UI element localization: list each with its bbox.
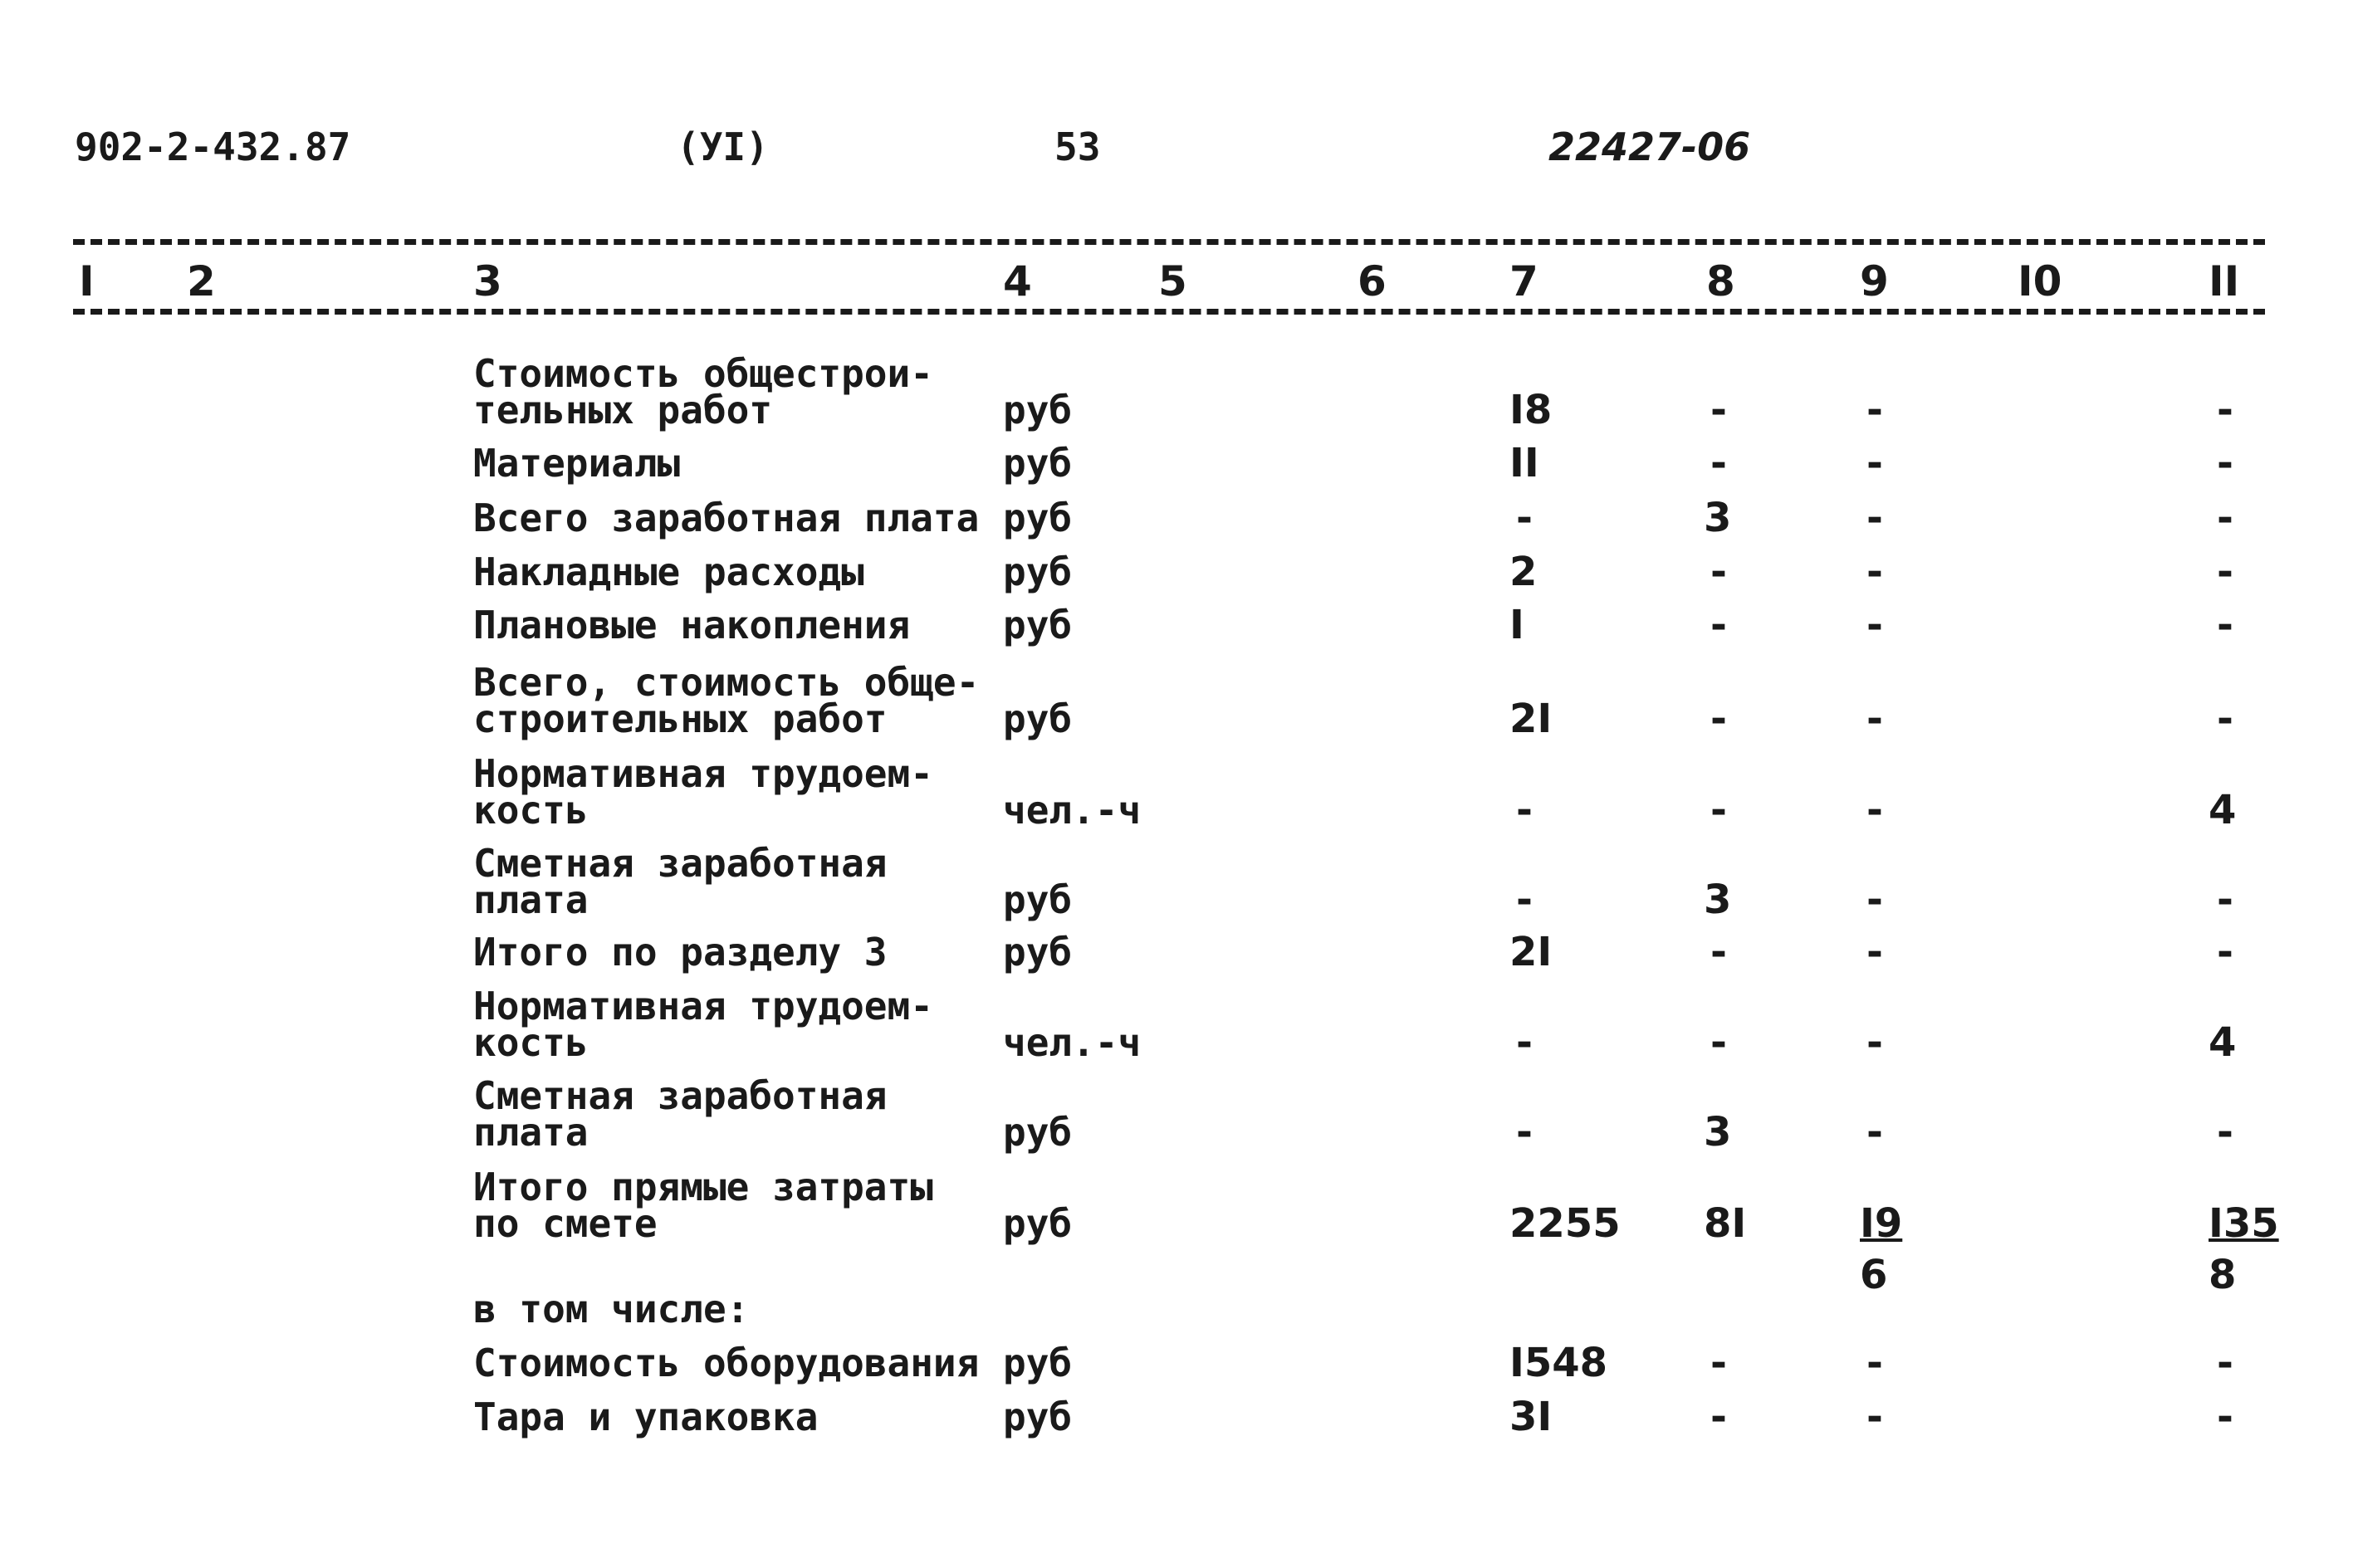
column-number-10: I0 — [2018, 257, 2062, 305]
cell-col9: - — [1866, 1019, 1883, 1066]
column-number-11: II — [2209, 257, 2240, 305]
row-unit: руб — [1003, 496, 1073, 540]
row-unit: руб — [1003, 603, 1073, 647]
row-name: Сметная заработная плата — [473, 1073, 888, 1155]
column-number-8: 8 — [1706, 257, 1735, 305]
cell-col9: - — [1866, 602, 1883, 648]
cell-col9: - — [1866, 387, 1883, 433]
cell-col11: - — [2217, 1340, 2233, 1386]
row-unit: руб — [1003, 930, 1073, 975]
cell-col8: - — [1710, 1394, 1727, 1440]
cell-col11: - — [2217, 929, 2233, 975]
column-number-6: 6 — [1358, 257, 1387, 305]
cell-col7: 3I — [1509, 1394, 1553, 1440]
row-unit: руб — [1003, 441, 1073, 486]
row-name: Нормативная трудоем- кость — [473, 984, 933, 1065]
column-number-4: 4 — [1003, 257, 1032, 305]
row-unit: руб — [1003, 550, 1073, 594]
cell-col8: - — [1710, 1340, 1727, 1386]
row-unit: руб — [1003, 388, 1073, 432]
column-number-9: 9 — [1860, 257, 1889, 305]
row-name: Итого по разделу 3 — [473, 930, 888, 975]
cell-col11: I35 — [2209, 1200, 2279, 1247]
table-header-rule — [73, 309, 2265, 315]
cell-col9: - — [1866, 440, 1883, 486]
cell-col9: - — [1866, 1109, 1883, 1155]
row-name: Всего, стоимость обще- строительных работ — [473, 660, 980, 741]
cell-col9: - — [1866, 495, 1883, 541]
cell-col9-sub: 6 — [1860, 1252, 1888, 1298]
cell-col8: - — [1710, 787, 1727, 833]
cell-col8: 3 — [1704, 1109, 1732, 1155]
cell-col11: - — [2217, 1109, 2233, 1155]
cell-col11: - — [2217, 387, 2233, 433]
row-unit: чел.-ч — [1003, 788, 1142, 833]
cell-col7: II — [1509, 440, 1539, 486]
cell-col8: - — [1710, 696, 1727, 742]
row-unit: руб — [1003, 877, 1073, 922]
cell-col8: - — [1710, 602, 1727, 648]
row-name: Стоимость общестрои- тельных работ — [473, 351, 933, 432]
cell-col9: I9 — [1860, 1200, 1903, 1247]
table-top-rule — [73, 239, 2265, 245]
row-unit: руб — [1003, 1201, 1073, 1246]
row-unit: руб — [1003, 696, 1073, 741]
doc-number: 22427-06 — [1548, 125, 1751, 169]
row-name: Стоимость оборудования — [473, 1341, 980, 1385]
cell-col9: - — [1866, 1340, 1883, 1386]
cell-col11-sub: 8 — [2209, 1252, 2237, 1298]
row-unit: чел.-ч — [1003, 1020, 1142, 1065]
cell-col9: - — [1866, 1394, 1883, 1440]
cell-col9: - — [1866, 787, 1883, 833]
cell-col8: - — [1710, 549, 1727, 595]
cell-col8: - — [1710, 440, 1727, 486]
cell-col9: - — [1866, 877, 1883, 923]
cell-col8: 8I — [1704, 1200, 1747, 1247]
column-number-7: 7 — [1509, 257, 1538, 305]
column-number-5: 5 — [1158, 257, 1187, 305]
cell-col7: 2 — [1509, 549, 1538, 595]
cell-col8: - — [1710, 929, 1727, 975]
cell-col7: - — [1516, 1109, 1533, 1155]
row-name: в том числе: — [473, 1287, 750, 1331]
cell-col9: - — [1866, 696, 1883, 742]
row-name: Тара и упаковка — [473, 1395, 819, 1439]
cell-col7: - — [1516, 877, 1533, 923]
cell-col7: 2I — [1509, 929, 1553, 975]
row-name: Всего заработная плата — [473, 496, 980, 540]
row-name: Нормативная трудоем- кость — [473, 751, 933, 833]
cell-col11: 4 — [2209, 787, 2237, 833]
cell-col8: - — [1710, 1019, 1727, 1066]
cell-col9: - — [1866, 929, 1883, 975]
cell-col7: 2255 — [1509, 1200, 1621, 1247]
cell-col11: - — [2217, 495, 2233, 541]
cell-col11: - — [2217, 602, 2233, 648]
cell-col11: - — [2217, 1394, 2233, 1440]
document-code: 902-2-432.87 — [75, 125, 351, 169]
cell-col7: I8 — [1509, 387, 1553, 433]
column-number-3: 3 — [473, 257, 502, 305]
row-name: Плановые накопления — [473, 603, 911, 647]
document-part: (УI) — [677, 125, 769, 169]
row-unit: руб — [1003, 1110, 1073, 1155]
cell-col7: - — [1516, 787, 1533, 833]
page-number: 53 — [1054, 125, 1101, 169]
column-number-2: 2 — [187, 257, 216, 305]
cell-col9: - — [1866, 549, 1883, 595]
cell-col7: - — [1516, 495, 1533, 541]
row-name: Накладные расходы — [473, 550, 864, 594]
cell-col8: 3 — [1704, 495, 1732, 541]
row-name: Материалы — [473, 441, 681, 486]
row-unit: руб — [1003, 1395, 1073, 1439]
cell-col11: - — [2217, 549, 2233, 595]
cell-col8: 3 — [1704, 877, 1732, 923]
cell-col11: 4 — [2209, 1019, 2237, 1066]
cell-col7: - — [1516, 1019, 1533, 1066]
column-number-1: I — [79, 257, 95, 305]
cell-col11: - — [2217, 696, 2233, 742]
cell-col7: I548 — [1509, 1340, 1608, 1386]
cell-col7: I — [1509, 602, 1524, 648]
row-name: Итого прямые затраты по смете — [473, 1165, 933, 1246]
cell-col11: - — [2217, 440, 2233, 486]
cell-col7: 2I — [1509, 696, 1553, 742]
row-unit: руб — [1003, 1341, 1073, 1385]
row-name: Сметная заработная плата — [473, 841, 888, 922]
cell-col8: - — [1710, 387, 1727, 433]
cell-col11: - — [2217, 877, 2233, 923]
